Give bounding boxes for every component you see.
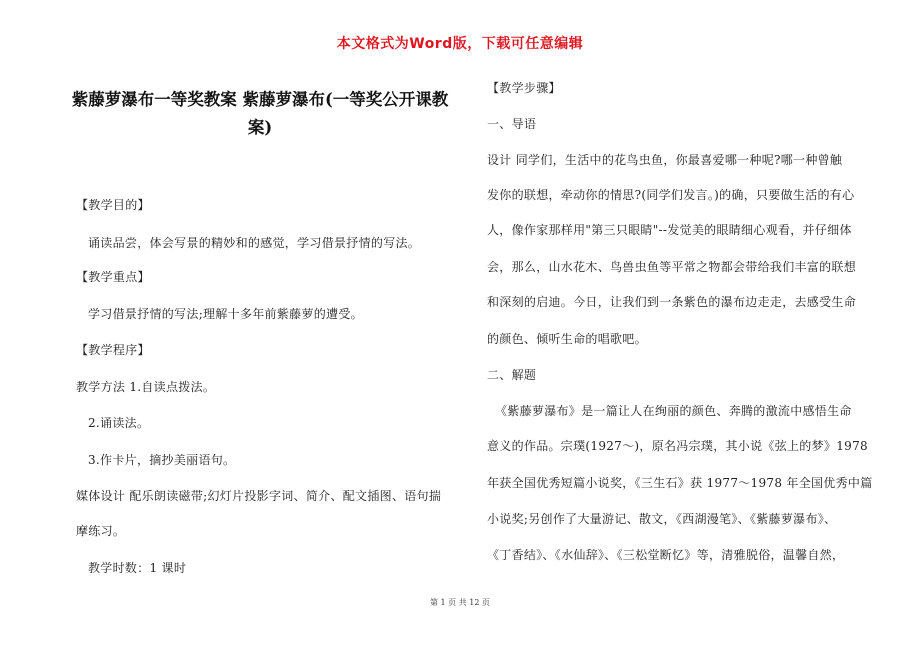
paragraph-line: 意义的作品。宗璞(1927～)，原名冯宗璞，其小说《弦上的梦》1978 <box>487 439 868 453</box>
subheading-title-explanation: 二、解题 <box>487 368 537 382</box>
paragraph-line: 《丁香结》、《水仙辞》、《三松堂断忆》等，清雅脱俗，温馨自然， <box>487 548 845 562</box>
paragraph-line: 年获全国优秀短篇小说奖，《三生石》获 1977～1978 年全国优秀中篇 <box>487 476 873 490</box>
paragraph-line: 发你的联想，牵动你的情思?(同学们发言。)的确，只要做生活的有心 <box>487 188 855 202</box>
section-heading-steps: 【教学步骤】 <box>487 81 561 95</box>
paragraph-line: 摩练习。 <box>76 524 126 538</box>
paragraph-line: 3.作卡片，摘抄美丽语句。 <box>88 453 236 467</box>
section-heading-objectives: 【教学目的】 <box>76 198 150 212</box>
section-heading-key-points: 【教学重点】 <box>76 270 150 284</box>
paragraph-line: 人，像作家那样用"第三只眼睛"--发觉美的眼睛细心观看，并仔细体 <box>487 223 852 237</box>
section-heading-procedure: 【教学程序】 <box>76 343 150 357</box>
paragraph-line: 诵读品尝，体会写景的精妙和的感觉，学习借景抒情的写法。 <box>88 236 421 250</box>
title-line-2: 案) <box>247 118 273 137</box>
paragraph-line: 媒体设计 配乐朗读磁带;幻灯片投影字词、简介、配文插图、语句揣 <box>76 489 442 503</box>
format-banner: 本文格式为Word版，下载可任意编辑 <box>336 36 584 52</box>
page-number: 第 1 页 共 12 页 <box>430 598 490 607</box>
paragraph-line: 2.诵读法。 <box>88 416 150 430</box>
paragraph-line: 会，那么，山水花木、鸟兽虫鱼等平常之物都会带给我们丰富的联想 <box>487 260 857 274</box>
paragraph-line: 小说奖;另创作了大量游记、散文，《西湖漫笔》、《紫藤萝瀑布》、 <box>487 512 837 526</box>
document-title <box>60 86 460 142</box>
paragraph-line: 设计 同学们，生活中的花鸟虫鱼，你最喜爱哪一种呢?哪一种曾触 <box>487 153 843 167</box>
subheading-intro: 一、导语 <box>487 117 537 131</box>
paragraph-line: 《紫藤萝瀑布》是一篇让人在绚丽的颜色、奔腾的激流中感悟生命 <box>495 404 852 418</box>
paragraph-line: 学习借景抒情的写法;理解十多年前紫藤萝的遭受。 <box>88 307 363 321</box>
title-line-1: 紫藤萝瀑布一等奖教案 紫藤萝瀑布(一等奖公开课教 <box>71 90 449 109</box>
paragraph-line: 和深刻的启迪。今日，让我们到一条紫色的瀑布边走走，去感受生命 <box>487 295 857 309</box>
paragraph-line: 教学方法 1.自读点拨法。 <box>76 380 216 394</box>
paragraph-line: 教学时数：1 课时 <box>88 561 187 575</box>
paragraph-line: 的颜色、倾听生命的唱歌吧。 <box>487 332 647 346</box>
